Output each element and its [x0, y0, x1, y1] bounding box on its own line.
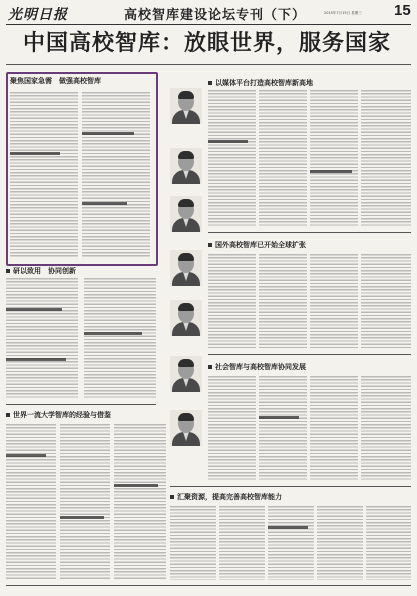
- bullet-square-icon: [6, 413, 10, 417]
- article-body: [10, 92, 150, 258]
- page-headline: 中国高校智库：放眼世界，服务国家: [22, 31, 391, 56]
- bullet-square-icon: [170, 495, 174, 499]
- article-body: [208, 90, 411, 226]
- section-divider: [6, 404, 156, 405]
- article-research[interactable]: [6, 266, 156, 400]
- article-title: 以媒体平台打造高校智库新高地: [208, 78, 411, 88]
- headline-divider: [6, 64, 411, 65]
- author-photo: [170, 196, 202, 232]
- article-title: 研以致用 协同创新: [6, 266, 156, 276]
- article-global-expansion[interactable]: [208, 240, 411, 350]
- article-body: [208, 376, 411, 480]
- author-photo-caption: [170, 126, 202, 130]
- bullet-square-icon: [6, 269, 10, 273]
- section-divider: [208, 232, 411, 233]
- page-footer: [6, 585, 411, 592]
- article-gather-resources[interactable]: [170, 492, 411, 582]
- newspaper-logo: 光明日报: [8, 7, 68, 23]
- author-photo: [170, 88, 202, 124]
- article-media-platform[interactable]: [208, 78, 411, 228]
- bullet-square-icon: [208, 81, 212, 85]
- bullet-square-icon: [208, 365, 212, 369]
- article-title: 社会智库与高校智库协同发展: [208, 362, 411, 372]
- bullet-square-icon: [208, 243, 212, 247]
- section-title: 高校智库建设论坛专刊（下）: [124, 8, 307, 23]
- author-photo: [170, 250, 202, 286]
- article-body: [208, 254, 411, 348]
- author-photo: [170, 356, 202, 392]
- article-social-thinktank[interactable]: [208, 362, 411, 482]
- article-body: [6, 424, 166, 580]
- article-title: 汇聚资源，提高完善高校智库能力: [170, 492, 411, 502]
- article-title: 世界一流大学智库的经验与借鉴: [6, 410, 206, 420]
- section-divider: [208, 354, 411, 355]
- section-divider: [170, 486, 411, 487]
- author-photo: [170, 148, 202, 184]
- article-lead[interactable]: [10, 76, 150, 260]
- issue-date: 2015年7月15日 星期三: [324, 11, 362, 15]
- masthead: [6, 2, 411, 25]
- article-body: [170, 506, 411, 580]
- article-title: 聚焦国家急需 做强高校智库: [10, 77, 101, 85]
- author-photo: [170, 300, 202, 336]
- article-title: 国外高校智库已开始全球扩张: [208, 240, 411, 250]
- article-author: [10, 87, 150, 91]
- article-body: [6, 278, 156, 398]
- page-number: 15: [394, 2, 411, 19]
